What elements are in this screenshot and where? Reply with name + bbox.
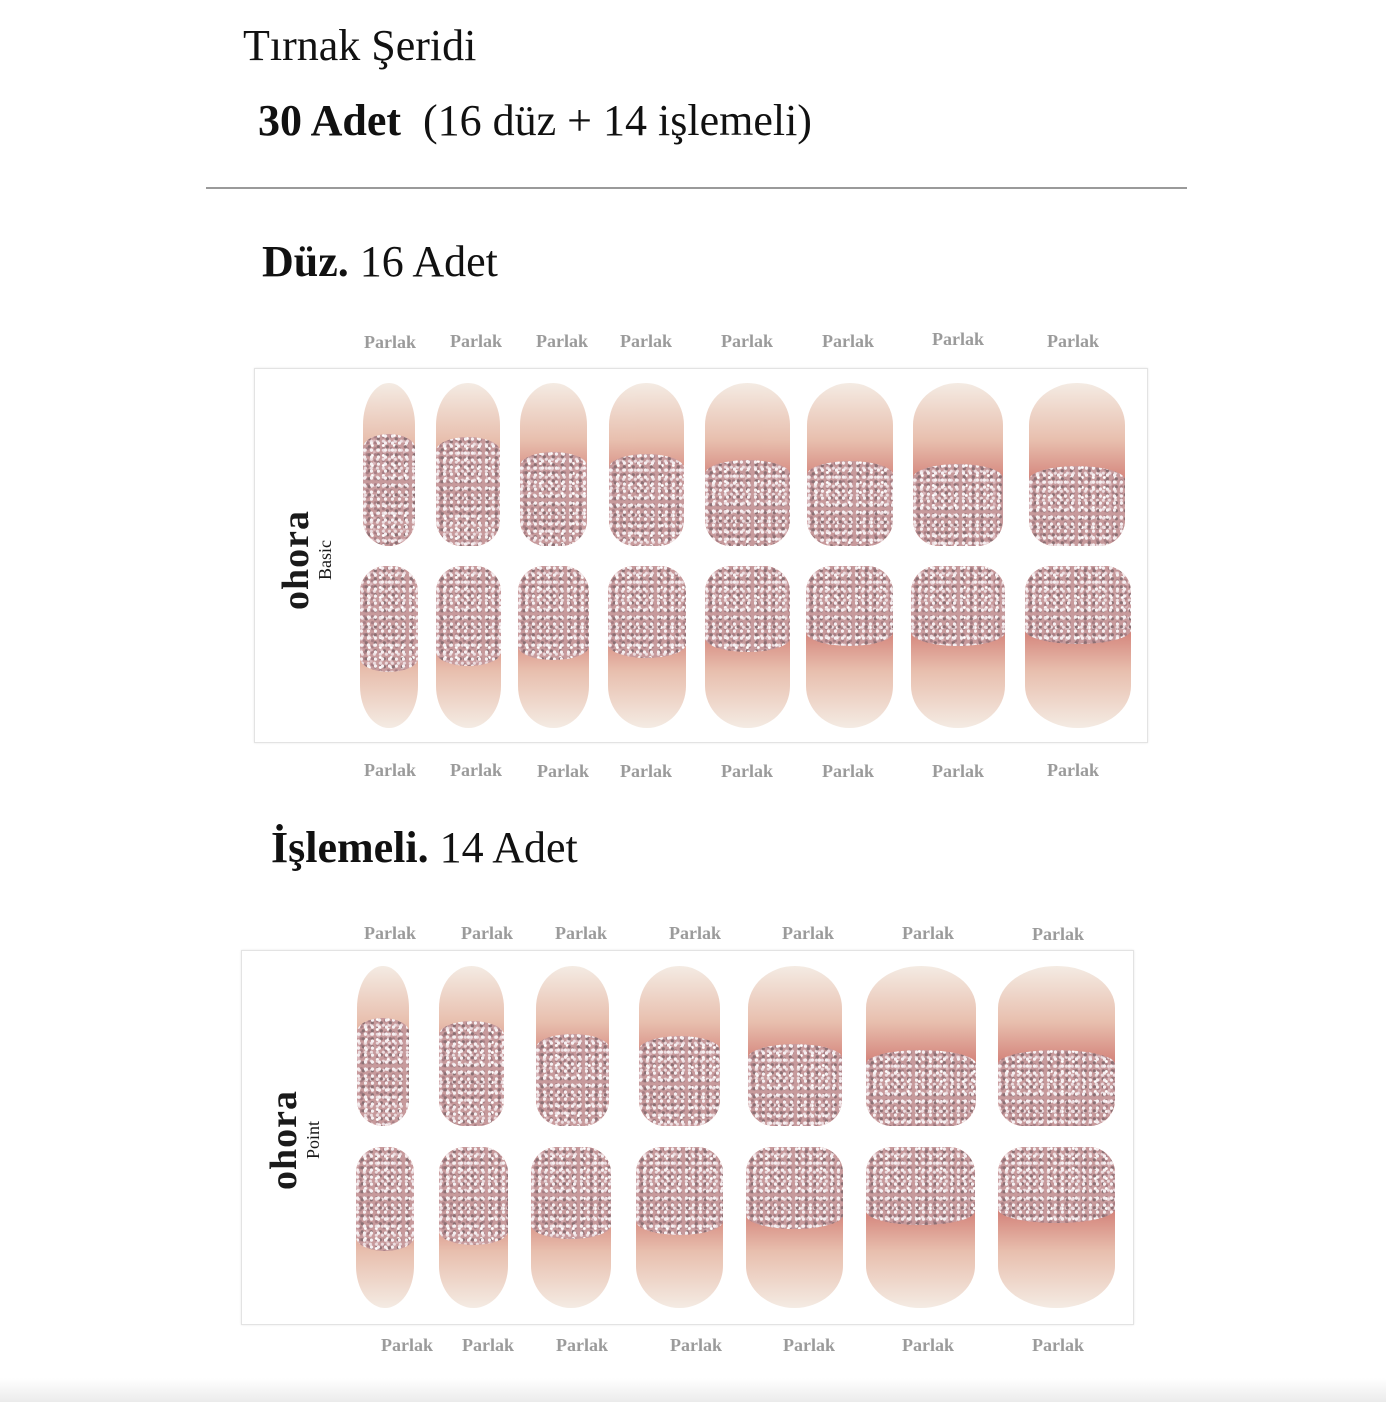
nail-strip <box>866 1147 975 1308</box>
finish-label: Parlak <box>555 923 607 943</box>
finish-label: Parlak <box>450 760 502 780</box>
nail-strip <box>639 966 720 1126</box>
brand-line: Basic <box>315 540 335 580</box>
finish-label: Parlak <box>461 923 513 943</box>
section-heading-plain-count: 16 Adet <box>359 237 498 286</box>
finish-label: Parlak <box>620 331 672 351</box>
glitter-band <box>608 566 686 658</box>
glitter-band <box>1029 466 1125 546</box>
glitter-band <box>356 1147 414 1251</box>
finish-label: Parlak <box>537 761 589 781</box>
nail-strip <box>807 383 893 546</box>
glitter-band <box>536 1034 609 1126</box>
nail-strip <box>705 566 790 728</box>
glitter-band <box>866 1147 975 1225</box>
nail-strip <box>806 566 893 728</box>
section-heading-art-title: İşlemeli. <box>271 823 429 872</box>
nail-strip <box>356 1147 414 1308</box>
glitter-band <box>1025 566 1131 644</box>
glitter-band <box>439 1147 508 1245</box>
nail-strip <box>608 566 686 728</box>
section-heading-art-count: 14 Adet <box>439 823 578 872</box>
nail-strip <box>636 1147 723 1308</box>
nail-strip <box>360 566 418 728</box>
glitter-band <box>913 464 1003 546</box>
finish-label: Parlak <box>932 761 984 781</box>
finish-label: Parlak <box>669 923 721 943</box>
nail-strip <box>357 966 409 1126</box>
glitter-band <box>748 1044 842 1126</box>
finish-label: Parlak <box>450 331 502 351</box>
nail-strip <box>436 566 501 728</box>
nail-strip <box>1025 566 1131 728</box>
glitter-band <box>360 566 418 672</box>
finish-label: Parlak <box>902 1335 954 1355</box>
glitter-band <box>636 1147 723 1235</box>
glitter-band <box>436 566 501 666</box>
finish-label: Parlak <box>783 1335 835 1355</box>
glitter-band <box>746 1147 843 1229</box>
piece-count-total: 30 Adet <box>258 96 401 145</box>
nail-strip <box>998 1147 1115 1308</box>
finish-label: Parlak <box>1032 924 1084 944</box>
brand-logo: ohora <box>275 510 317 610</box>
nail-strip <box>439 966 504 1126</box>
glitter-band <box>609 454 684 546</box>
finish-label: Parlak <box>620 761 672 781</box>
finish-label: Parlak <box>782 923 834 943</box>
finish-label: Parlak <box>364 760 416 780</box>
glitter-band <box>436 437 500 546</box>
glitter-band <box>705 566 790 652</box>
nail-strip <box>531 1147 611 1308</box>
finish-label: Parlak <box>364 332 416 352</box>
section-heading-plain <box>262 233 498 291</box>
page-title: Tırnak Şeridi <box>243 21 477 70</box>
nail-strip <box>439 1147 508 1308</box>
nail-strip <box>520 383 587 546</box>
glitter-band <box>806 566 893 646</box>
bottom-edge-shade <box>0 1378 1386 1402</box>
brand-mark-plain <box>277 485 337 635</box>
glitter-band <box>531 1147 611 1239</box>
brand-mark-art <box>265 1065 325 1215</box>
finish-label: Parlak <box>902 923 954 943</box>
finish-label: Parlak <box>1047 331 1099 351</box>
glitter-band <box>911 566 1005 646</box>
glitter-band <box>439 1021 504 1126</box>
nail-strip <box>866 966 976 1126</box>
nail-strip <box>705 383 790 546</box>
finish-label: Parlak <box>556 1335 608 1355</box>
divider <box>206 187 1187 189</box>
piece-count-detail: (16 düz + 14 işlemeli) <box>423 96 812 145</box>
finish-label: Parlak <box>1032 1335 1084 1355</box>
piece-count <box>258 92 812 150</box>
finish-label: Parlak <box>670 1335 722 1355</box>
glitter-band <box>520 452 587 546</box>
finish-label: Parlak <box>1047 760 1099 780</box>
glitter-band <box>363 434 415 546</box>
finish-label: Parlak <box>536 331 588 351</box>
nail-strip <box>913 383 1003 546</box>
nail-strip <box>536 966 609 1126</box>
finish-label: Parlak <box>822 331 874 351</box>
finish-label: Parlak <box>822 761 874 781</box>
finish-label: Parlak <box>381 1335 433 1355</box>
nail-strip <box>609 383 684 546</box>
glitter-band <box>639 1036 720 1126</box>
nail-strip <box>748 966 842 1126</box>
nail-strip <box>998 966 1115 1126</box>
glitter-band <box>705 460 790 546</box>
finish-label: Parlak <box>721 761 773 781</box>
section-heading-plain-title: Düz. <box>262 237 349 286</box>
nail-strip <box>911 566 1005 728</box>
section-heading-art <box>271 819 578 877</box>
glitter-band <box>998 1147 1115 1223</box>
nail-strip <box>363 383 415 546</box>
glitter-band <box>518 566 589 660</box>
finish-label: Parlak <box>932 329 984 349</box>
glitter-band <box>866 1050 976 1126</box>
nail-strip <box>746 1147 843 1308</box>
finish-label: Parlak <box>721 331 773 351</box>
glitter-band <box>357 1018 409 1126</box>
nail-strip <box>518 566 589 728</box>
nail-strip <box>1029 383 1125 546</box>
glitter-band <box>807 461 893 546</box>
finish-label: Parlak <box>462 1335 514 1355</box>
nail-strip <box>436 383 500 546</box>
brand-logo: ohora <box>263 1090 305 1190</box>
brand-line: Point <box>303 1121 323 1160</box>
finish-label: Parlak <box>364 923 416 943</box>
glitter-band <box>998 1050 1115 1126</box>
